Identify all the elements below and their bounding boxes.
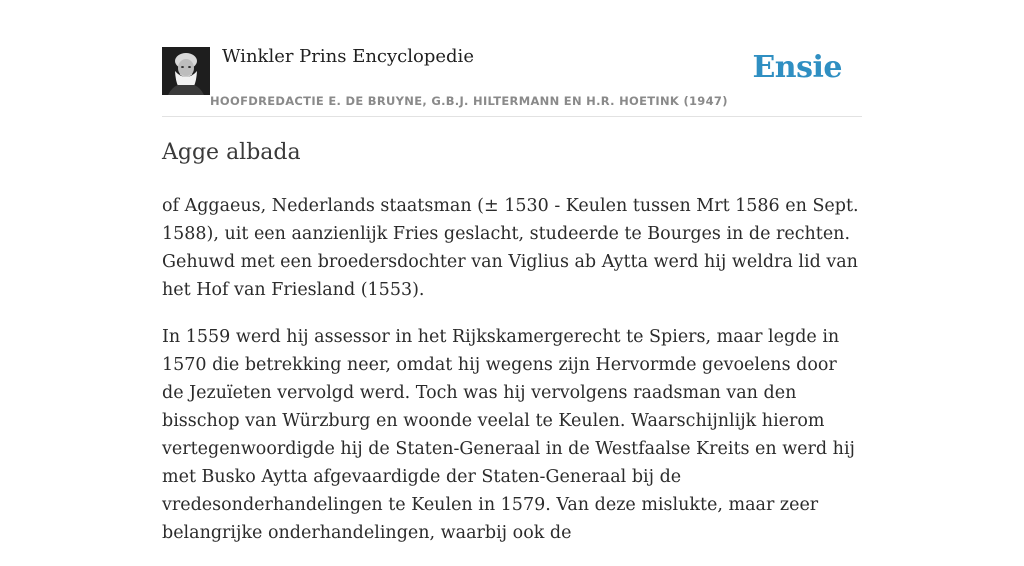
avatar[interactable] (162, 47, 210, 95)
ensie-logo[interactable]: Ensie (752, 50, 842, 85)
editors-subtitle: HOOFDREDACTIE E. DE BRUYNE, G.B.J. HILTERMANN EN H.R. HOETINK (1947) (210, 94, 728, 108)
content-container (162, 0, 862, 543)
publication-header (162, 0, 862, 117)
article-paragraph: of Aggaeus, Nederlands staatsman (± 1530 - Keulen tussen Mrt 1586 en Sept. 1588), uit een aanzienlijk Fries geslacht, studeerde te Bourges in de rechten. Gehuwd met een broedersdochter van Viglius ab Aytta werd hij weldra lid van het Hof van Friesland (1553). (162, 196, 859, 300)
article-title: Agge albada (162, 140, 301, 165)
article-body (162, 192, 862, 566)
publication-title[interactable]: Winkler Prins Encyclopedie (222, 46, 474, 67)
bearded-man-portrait-icon (162, 47, 210, 95)
article-paragraph: In 1559 werd hij assessor in het Rijkskamergerecht te Spiers, maar legde in 1570 die betrekking neer, omdat hij wegens zijn Hervormde gevoelens door de Jezuïeten vervolgd werd. Toch was hij vervolgens raadsman van den bisschop van Würzburg en woonde veelal te Keulen. Waarschijnlijk hierom vertegenwoordigde hij de Staten-Generaal in de Westfaalse Kreits en werd hij met Busko Aytta afgevaardigde der Staten-Generaal bij de vredesonderhandelingen te Keulen in 1579. Van deze mislukte, maar zeer belangrijke onderhandelingen, waarbij ook de (162, 327, 855, 543)
